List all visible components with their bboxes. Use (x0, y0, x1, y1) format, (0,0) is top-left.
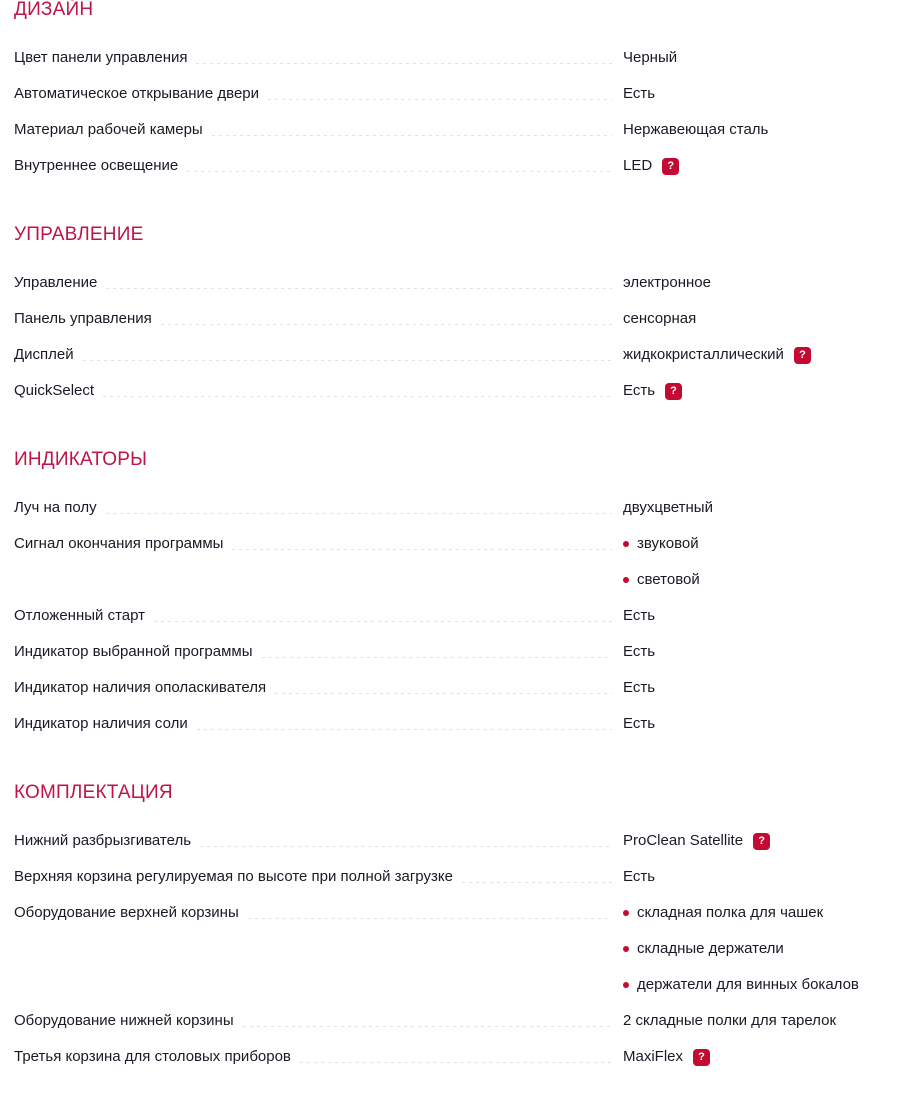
spec-value (623, 868, 888, 886)
spec-value-text: складные держатели (637, 940, 784, 957)
spec-value-text: световой (637, 571, 700, 588)
spec-label: Цвет панели управления (14, 49, 188, 66)
spec-value (623, 346, 888, 364)
spec-value-text: Черный (623, 49, 678, 66)
leader-line (262, 657, 612, 658)
spec-label: Нижний разбрызгиватель (14, 832, 192, 849)
leader-line (200, 846, 612, 847)
spec-value-text: Есть (623, 715, 656, 732)
spec-value (623, 121, 888, 139)
spec-label: Третья корзина для столовых приборов (14, 1048, 291, 1065)
section-equipment (14, 783, 888, 1075)
spec-label: Оборудование нижней корзины (14, 1012, 234, 1029)
bullet-icon (623, 910, 629, 916)
spec-value-text: держатели для винных бокалов (637, 976, 859, 993)
spec-value-text: Есть (623, 85, 656, 102)
spec-value (623, 1048, 888, 1066)
spec-value-text: MaxiFlex (623, 1048, 684, 1065)
help-icon[interactable]: ? (665, 383, 682, 400)
leader-line (300, 1062, 612, 1063)
spec-value (623, 499, 888, 517)
spec-label: Луч на полу (14, 499, 97, 516)
spec-row (14, 598, 888, 634)
spec-value-text: звуковой (637, 535, 699, 552)
spec-value (623, 607, 888, 625)
spec-row (14, 1003, 888, 1039)
spec-label: Сигнал окончания программы (14, 535, 224, 552)
bullet-icon (623, 541, 629, 547)
spec-value-text: 2 складные полки для тарелок (623, 1012, 837, 1029)
help-icon[interactable]: ? (662, 158, 679, 175)
spec-value (623, 832, 888, 850)
spec-value (623, 904, 888, 922)
spec-value-text: Есть (623, 607, 656, 624)
spec-row (14, 40, 888, 76)
section-title: ДИЗАЙН (14, 0, 94, 20)
spec-row (14, 823, 888, 859)
spec-value (623, 535, 888, 553)
spec-label: Внутреннее освещение (14, 157, 179, 174)
leader-line (462, 882, 612, 883)
spec-label: Дисплей (14, 346, 74, 363)
spec-label: Индикатор наличия соли (14, 715, 188, 732)
leader-line (83, 360, 612, 361)
leader-line (106, 288, 612, 289)
spec-value-text: LED (623, 157, 653, 174)
section-title: ИНДИКАТОРЫ (14, 449, 148, 470)
spec-value (623, 310, 888, 328)
spec-row (14, 148, 888, 184)
spec-value-text: жидкокристаллический (623, 346, 784, 363)
spec-value-text: Есть (623, 643, 656, 660)
spec-value-text: Нержавеющая сталь (623, 121, 769, 138)
bullet-icon (623, 982, 629, 988)
section-control (14, 225, 888, 409)
spec-label: Панель управления (14, 310, 152, 327)
help-icon[interactable]: ? (693, 1049, 710, 1066)
spec-label: Управление (14, 274, 98, 291)
spec-row (14, 112, 888, 148)
spec-value-text: Есть (623, 382, 656, 399)
spec-row (14, 634, 888, 670)
leader-line (248, 918, 612, 919)
spec-row (14, 670, 888, 706)
spec-label: Оборудование верхней корзины (14, 904, 239, 921)
spec-value (623, 157, 888, 175)
spec-row (14, 373, 888, 409)
spec-label: QuickSelect (14, 382, 95, 399)
spec-value (623, 49, 888, 67)
spec-value-text: сенсорная (623, 310, 697, 327)
spec-label: Материал рабочей камеры (14, 121, 203, 138)
spec-value (623, 940, 888, 958)
spec-value-text: электронное (623, 274, 711, 291)
leader-line (275, 693, 612, 694)
spec-label: Индикатор выбранной программы (14, 643, 253, 660)
section-title: УПРАВЛЕНИЕ (14, 224, 144, 245)
spec-value-text: Есть (623, 868, 656, 885)
spec-value-text: складная полка для чашек (637, 904, 824, 921)
spec-row-continuation (14, 931, 888, 967)
spec-value (623, 643, 888, 661)
section-indicators (14, 450, 888, 742)
leader-line (196, 63, 612, 64)
spec-value-text: ProClean Satellite (623, 832, 744, 849)
spec-value (623, 85, 888, 103)
spec-row (14, 895, 888, 931)
spec-value (623, 976, 888, 994)
spec-row (14, 526, 888, 562)
section-design (14, 0, 888, 184)
spec-value-text: двухцветный (623, 499, 713, 516)
spec-row (14, 301, 888, 337)
spec-row (14, 76, 888, 112)
leader-line (106, 513, 612, 514)
spec-row (14, 265, 888, 301)
leader-line (103, 396, 612, 397)
help-icon[interactable]: ? (794, 347, 811, 364)
spec-row (14, 859, 888, 895)
leader-line (268, 99, 612, 100)
leader-line (243, 1026, 612, 1027)
spec-row-continuation (14, 967, 888, 1003)
bullet-icon (623, 946, 629, 952)
spec-row (14, 1039, 888, 1075)
spec-value (623, 274, 888, 292)
spec-value (623, 571, 888, 589)
spec-value (623, 382, 888, 400)
spec-label: Верхняя корзина регулируемая по высоте при полной загрузке (14, 868, 453, 885)
spec-label: Отложенный старт (14, 607, 146, 624)
help-icon[interactable]: ? (753, 833, 770, 850)
bullet-icon (623, 577, 629, 583)
spec-row (14, 706, 888, 742)
leader-line (161, 324, 612, 325)
leader-line (154, 621, 612, 622)
leader-line (232, 549, 612, 550)
spec-row-continuation (14, 562, 888, 598)
spec-value (623, 1012, 888, 1030)
spec-value (623, 679, 888, 697)
spec-value-text: Есть (623, 679, 656, 696)
leader-line (212, 135, 612, 136)
spec-row (14, 490, 888, 526)
spec-label: Индикатор наличия ополаскивателя (14, 679, 267, 696)
leader-line (187, 171, 612, 172)
spec-value (623, 715, 888, 733)
leader-line (197, 729, 612, 730)
spec-row (14, 337, 888, 373)
spec-label: Автоматическое открывание двери (14, 85, 260, 102)
section-title: КОМПЛЕКТАЦИЯ (14, 782, 173, 803)
